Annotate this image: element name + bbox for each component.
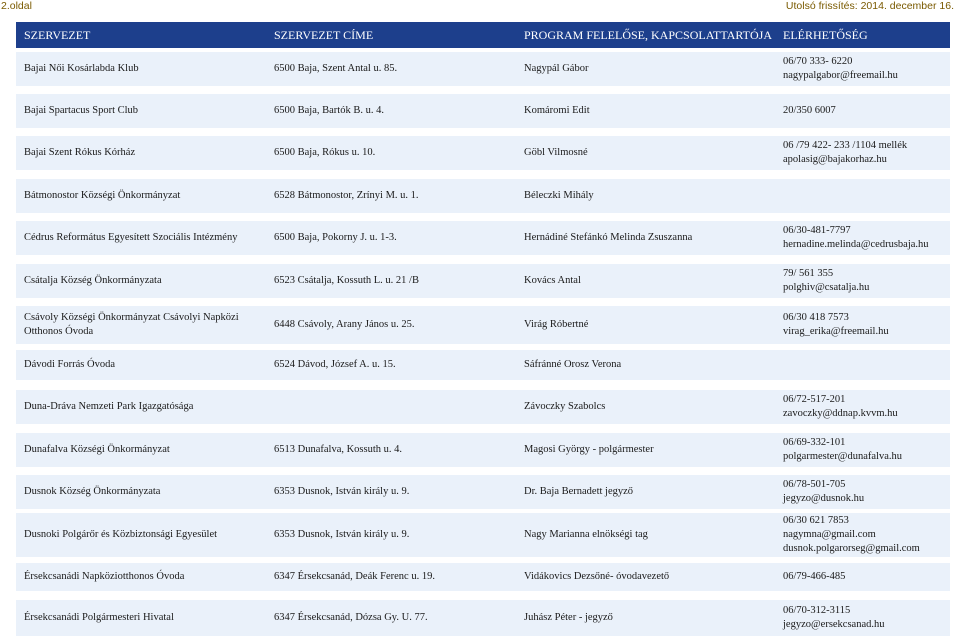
phone: 20/350 6007 [783,105,836,116]
org-contact: Hernádiné Stefánkó Melinda Zsuszanna [524,232,693,243]
org-contact: Závoczky Szabolcs [524,401,606,412]
org-reach [783,436,953,464]
phone: 06/70-312-3115 [783,605,851,616]
org-contact: Béleczki Mihály [524,190,594,201]
org-address: 6500 Baja, Szent Antal u. 85. [274,63,398,74]
org-address: 6347 Érsekcsanád, Dózsa Gy. U. 77. [274,612,428,623]
org-reach [783,104,953,118]
org-address: 6500 Baja, Pokorny J. u. 1-3. [274,232,397,243]
last-updated: Utolsó frissítés: 2014. december 16. [785,0,954,12]
header-organization: SZERVEZET [24,28,91,42]
email-link[interactable]: nagymna@gmail.com [783,529,876,540]
org-address: 6347 Érsekcsanád, Deák Ferenc u. 19. [274,571,435,582]
header-contact-person: PROGRAM FELELŐSE, KAPCSOLATTARTÓJA [524,28,773,42]
phone: 06/70 333- 6220 [783,56,853,67]
email-link[interactable]: polghiv@csatalja.hu [783,282,870,293]
page-number: 2.oldal [1,0,32,12]
phone: 06/30 621 7853 [783,515,849,526]
org-address: 6448 Csávoly, Arany János u. 25. [274,319,415,330]
org-reach [783,604,953,632]
email-link[interactable]: zavoczky@ddnap.kvvm.hu [783,408,898,419]
org-contact: Nagypál Gábor [524,63,589,74]
table-row [16,513,950,557]
org-reach [783,570,953,584]
phone: 06/30 418 7573 [783,312,849,323]
org-contact: Vidákovics Dezsőné- óvodavezető [524,571,670,582]
table-row [16,306,950,344]
org-contact: Virág Róbertné [524,319,589,330]
org-contact: Magosi György - polgármester [524,444,654,455]
table-row [16,390,950,424]
phone: 06 /79 422- 233 /1104 mellék [783,140,908,151]
table-row [16,563,950,591]
org-reach [783,224,953,252]
table-row [16,264,950,298]
email-link[interactable]: nagypalgabor@freemail.hu [783,70,898,81]
org-name: Csávoly Községi Önkormányzat Csávolyi Napközi Otthonos Óvoda [24,312,239,337]
table-row [16,94,950,128]
org-name: Bajai Női Kosárlabda Klub [24,63,139,74]
org-contact: Göbl Vilmosné [524,147,588,158]
org-contact: Nagy Marianna elnökségi tag [524,529,648,540]
org-reach [783,139,953,167]
org-reach [783,478,953,506]
org-name: Dusnoki Polgárőr és Közbiztonsági Egyesület [24,529,218,540]
org-name: Dunafalva Községi Önkormányzat [24,444,170,455]
table-row [16,350,950,380]
org-address: 6500 Baja, Rókus u. 10. [274,147,376,158]
org-reach [783,55,953,83]
org-name: Érsekcsanádi Polgármesteri Hivatal [24,612,174,623]
org-address: 6500 Baja, Bartók B. u. 4. [274,105,384,116]
org-address: 6513 Dunafalva, Kossuth u. 4. [274,444,403,455]
email-link[interactable]: dusnok.polgarorseg@gmail.com [783,543,920,554]
table-row [16,221,950,255]
email-link[interactable]: apolasig@bajakorhaz.hu [783,154,887,165]
table-row [16,475,950,509]
header-availability: ELÉRHETŐSÉG [783,28,868,42]
org-name: Duna-Dráva Nemzeti Park Igazgatósága [24,401,194,412]
org-reach [783,311,953,339]
phone: 06/69-332-101 [783,437,846,448]
phone: 06/79-466-485 [783,571,846,582]
org-name: Bátmonostor Községi Önkormányzat [24,190,181,201]
email-link[interactable]: jegyzo@dusnok.hu [783,493,865,504]
phone: 06/72-517-201 [783,394,846,405]
phone: 06/78-501-705 [783,479,846,490]
org-name: Bajai Spartacus Sport Club [24,105,139,116]
org-address: 6523 Csátalja, Kossuth L. u. 21 /B [274,275,419,286]
org-name: Csátalja Község Önkormányzata [24,275,162,286]
table-header [16,22,950,48]
org-name: Bajai Szent Rókus Kórház [24,147,136,158]
page-top-bar [0,0,960,14]
org-contact: Juhász Péter - jegyző [524,612,613,623]
org-address: 6353 Dusnok, István király u. 9. [274,529,410,540]
org-contact: Kovács Antal [524,275,581,286]
org-contact: Dr. Baja Bernadett jegyző [524,486,634,497]
table-row [16,52,950,86]
table-row [16,179,950,213]
org-address: 6524 Dávod, József A. u. 15. [274,359,396,370]
phone: 79/ 561 355 [783,268,834,279]
org-contact: Sáfránné Orosz Verona [524,359,622,370]
org-address: 6528 Bátmonostor, Zrínyi M. u. 1. [274,190,419,201]
org-contact: Komáromi Edit [524,105,590,116]
org-reach [783,393,953,421]
email-link[interactable]: polgarmester@dunafalva.hu [783,451,903,462]
org-reach [783,514,953,556]
org-name: Érsekcsanádi Napköziotthonos Óvoda [24,571,185,582]
org-reach [783,267,953,295]
email-link[interactable]: hernadine.melinda@cedrusbaja.hu [783,239,929,250]
table-row [16,600,950,636]
org-name: Dusnok Község Önkormányzata [24,486,161,497]
org-name: Dávodi Forrás Óvoda [24,359,115,370]
table-row [16,136,950,170]
email-link[interactable]: virag_erika@freemail.hu [783,326,889,337]
org-address: 6353 Dusnok, István király u. 9. [274,486,410,497]
email-link[interactable]: jegyzo@ersekcsanad.hu [783,619,885,630]
org-name: Cédrus Református Egyesített Szociális Intézmény [24,232,238,243]
header-address: SZERVEZET CÍME [274,28,374,42]
table-row [16,433,950,467]
phone: 06/30-481-7797 [783,225,851,236]
